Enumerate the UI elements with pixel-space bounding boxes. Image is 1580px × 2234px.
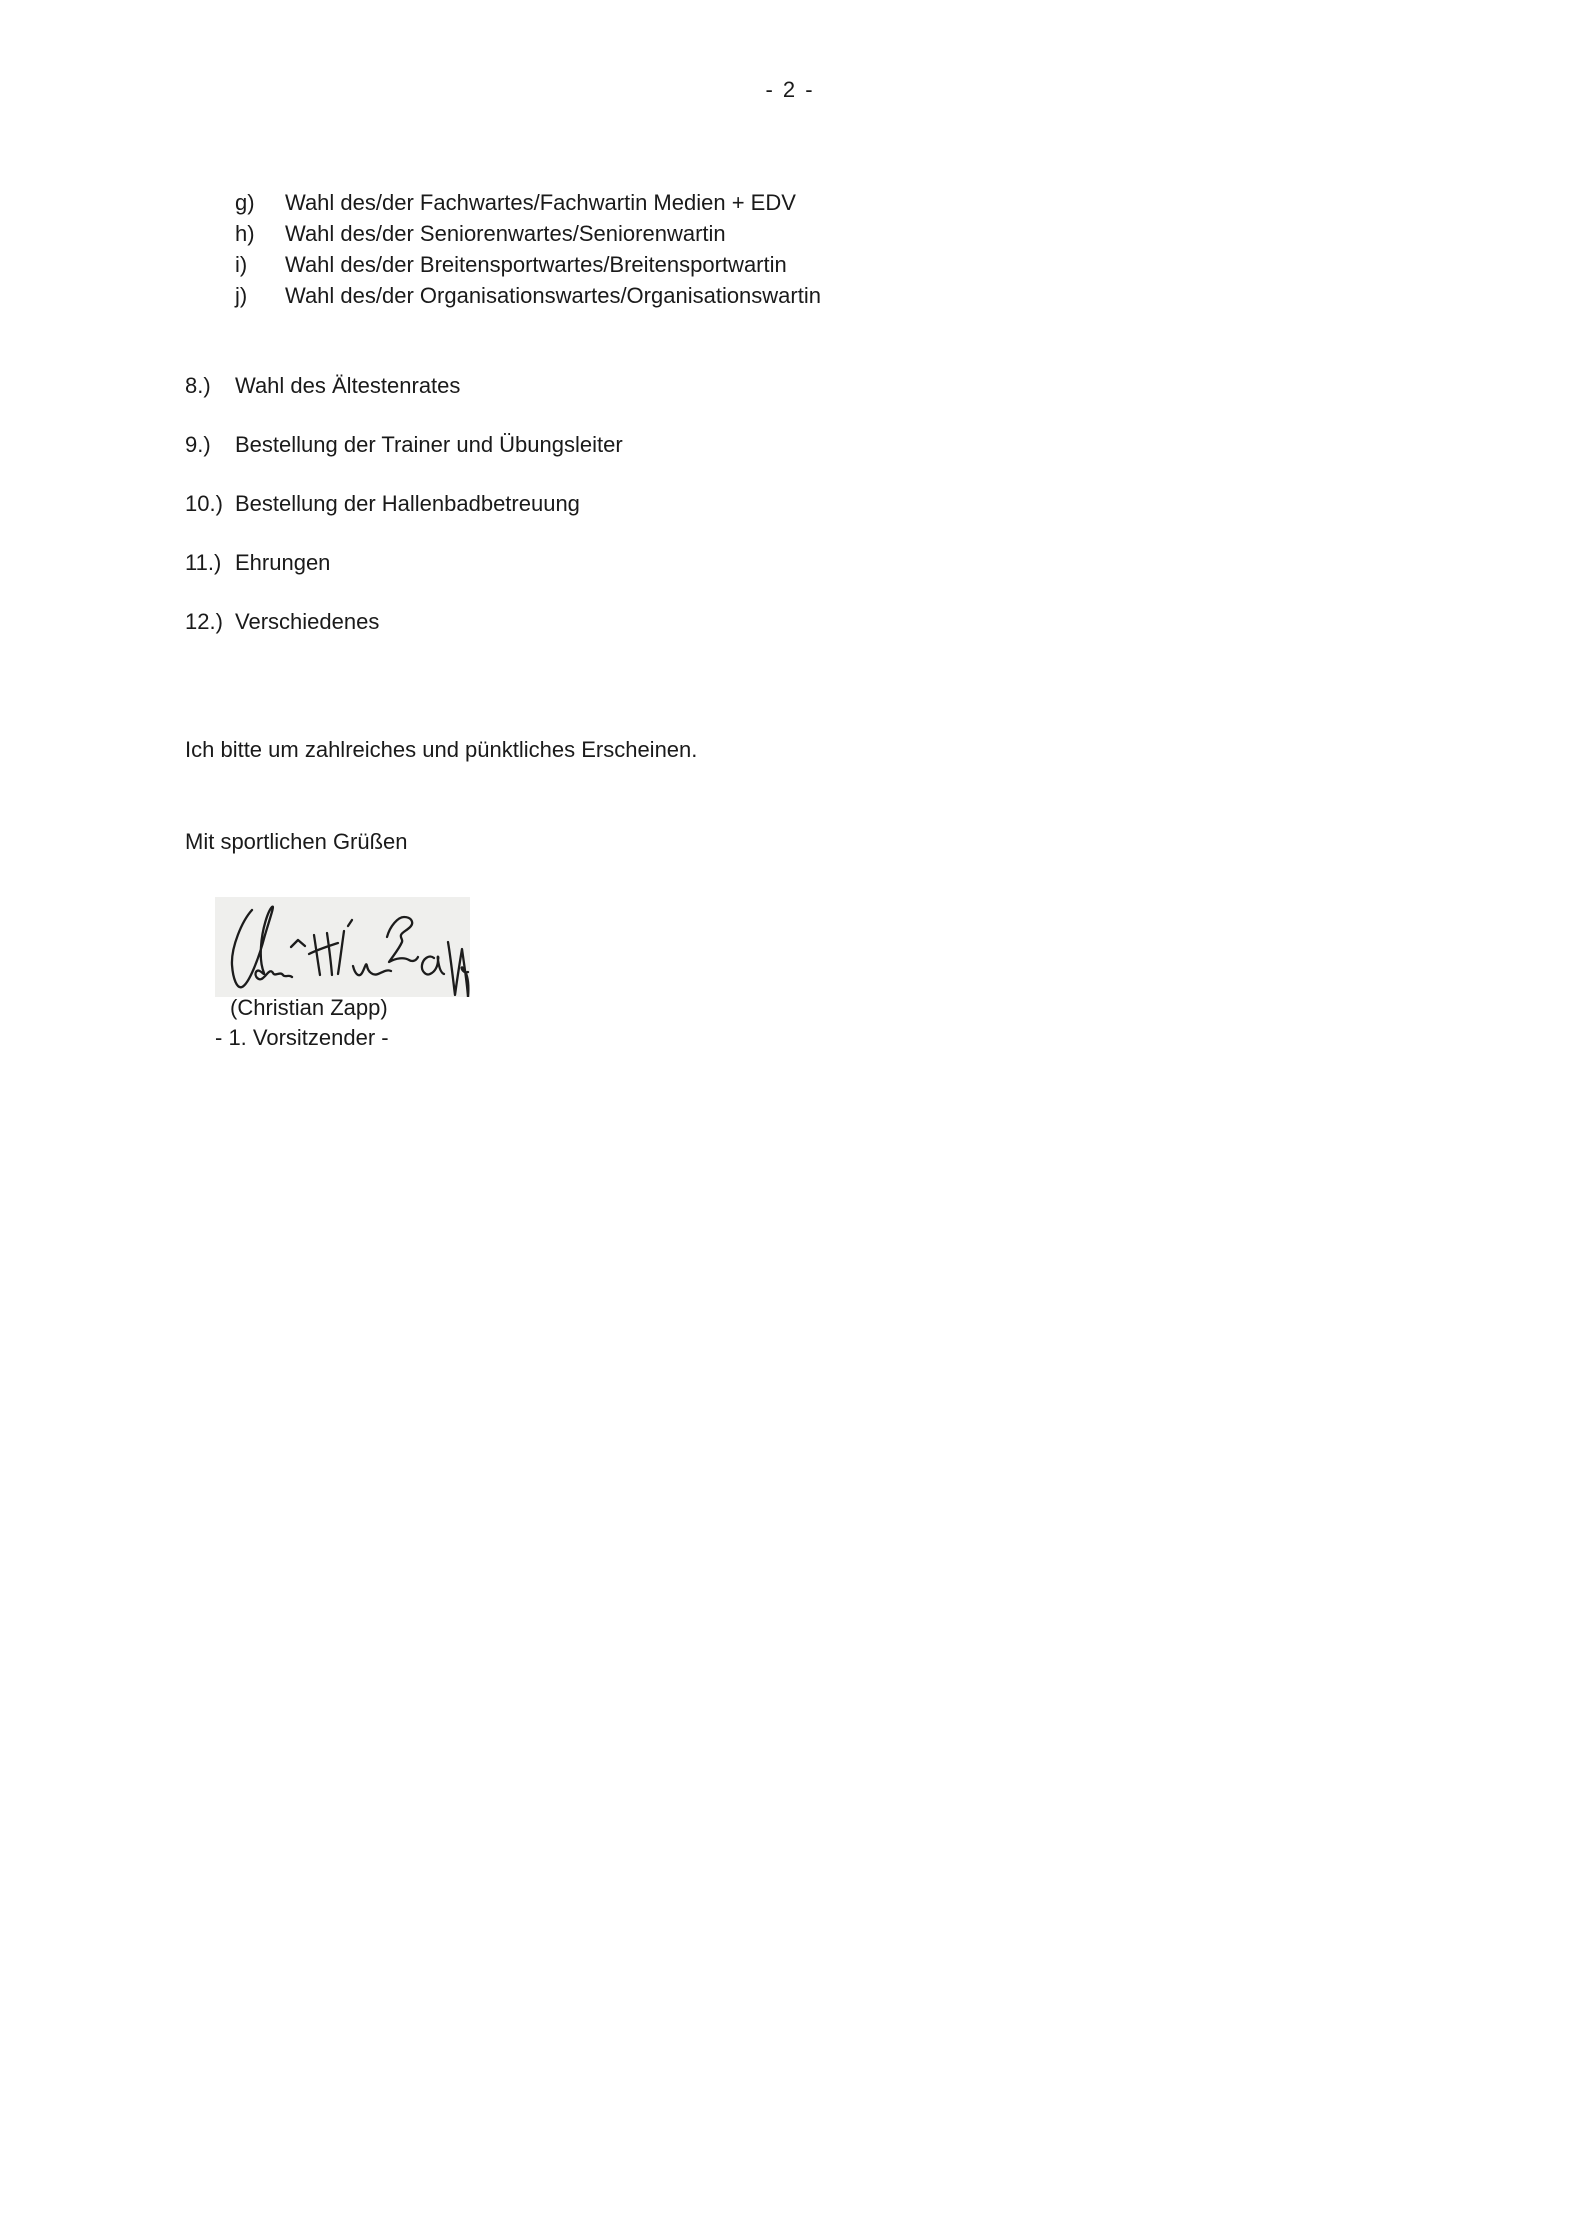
item-text: Wahl des Ältestenrates — [235, 373, 461, 398]
item-number: 12.) — [185, 609, 223, 634]
agenda-number-item — [185, 488, 623, 519]
item-number: 10.) — [185, 491, 223, 516]
agenda-number-list — [185, 370, 623, 665]
item-text: Verschiedenes — [235, 609, 380, 634]
agenda-number-item — [185, 606, 623, 637]
agenda-number-item — [185, 370, 623, 401]
item-text: Wahl des/der Breitensportwartes/Breitensportwartin — [285, 252, 787, 277]
agenda-letter-item — [235, 280, 821, 311]
item-number: 8.) — [185, 373, 211, 398]
page-number: - 2 - — [765, 77, 815, 102]
agenda-letter-list — [235, 187, 821, 311]
item-number: 11.) — [185, 550, 222, 575]
item-text: Wahl des/der Seniorenwartes/Seniorenwartin — [285, 221, 726, 246]
item-text: Bestellung der Trainer und Übungsleiter — [235, 432, 623, 457]
greeting-line: Mit sportlichen Grüßen — [185, 829, 408, 854]
agenda-number-item — [185, 429, 623, 460]
item-text: Wahl des/der Organisationswartes/Organisationswartin — [285, 283, 821, 308]
appeal-sentence: Ich bitte um zahlreiches und pünktliches Erscheinen. — [185, 737, 698, 762]
item-letter: g) — [235, 190, 255, 215]
agenda-letter-item — [235, 218, 821, 249]
handwritten-signature-icon — [215, 897, 470, 997]
item-letter: i) — [235, 252, 248, 277]
item-letter: h) — [235, 221, 255, 246]
agenda-number-item — [185, 547, 623, 578]
signer-name: (Christian Zapp) — [230, 995, 388, 1020]
agenda-letter-item — [235, 187, 821, 218]
agenda-letter-item — [235, 249, 821, 280]
item-letter: j) — [235, 283, 248, 308]
signature-scan-image — [215, 897, 470, 997]
signer-role: - 1. Vorsitzender - — [215, 1025, 389, 1050]
item-text: Ehrungen — [235, 550, 331, 575]
item-number: 9.) — [185, 432, 211, 457]
item-text: Wahl des/der Fachwartes/Fachwartin Medien + EDV — [285, 190, 796, 215]
item-text: Bestellung der Hallenbadbetreuung — [235, 491, 580, 516]
